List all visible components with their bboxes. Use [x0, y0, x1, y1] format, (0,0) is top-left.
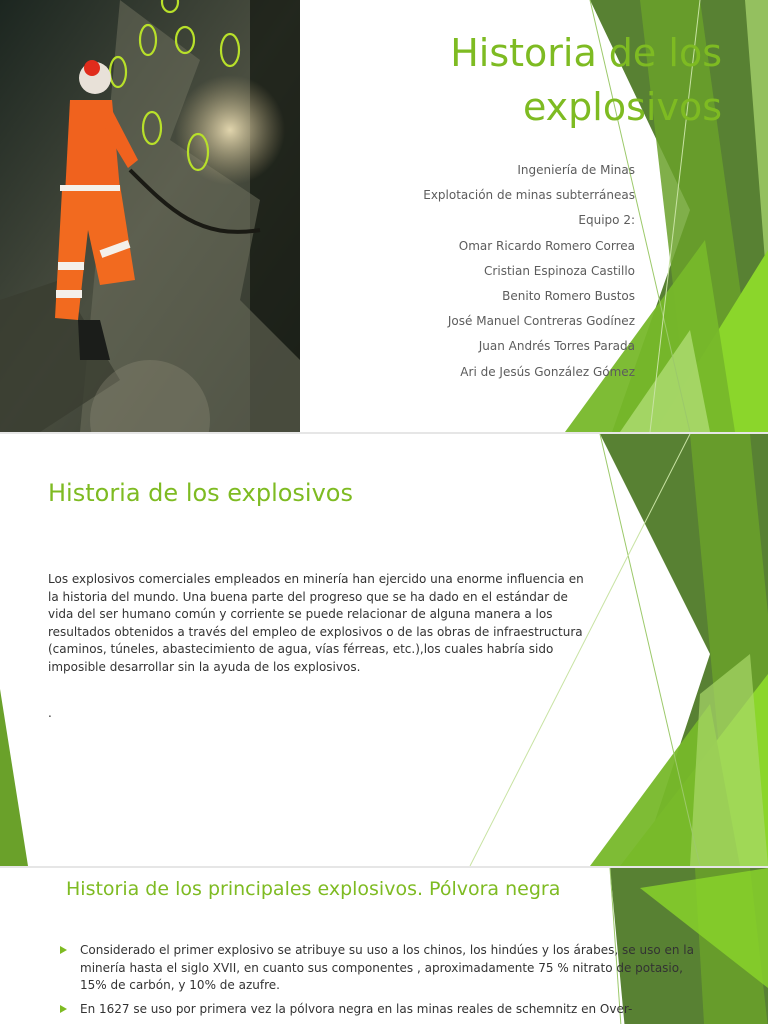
bullet-text: En 1627 se uso por primera vez la pólvora negra en las minas reales de schemnitz en Over- [80, 1001, 633, 1016]
slide-black-powder [0, 868, 768, 1024]
credit-line: Juan Andrés Torres Parada [478, 339, 635, 354]
bullet-item [60, 1001, 710, 1019]
credit-line: Cristian Espinoza Castillo [484, 263, 635, 278]
bullet-arrow-icon [60, 946, 67, 954]
credit-line: Ingeniería de Minas [517, 163, 635, 177]
slide-history [0, 434, 768, 866]
slide-heading: Historia de los principales explosivos. Pólvora negra [66, 878, 561, 900]
bullet-item [60, 942, 710, 995]
credit-line: Explotación de minas subterráneas [423, 188, 635, 203]
credits-list [235, 158, 635, 385]
credit-line: Equipo 2: [578, 213, 635, 228]
bullet-arrow-icon [60, 1005, 67, 1013]
credit-line: Omar Ricardo Romero Correa [458, 238, 635, 253]
trailing-period: . [48, 706, 52, 720]
credit-line: Benito Romero Bustos [502, 288, 635, 303]
presentation-title: Historia de los explosivos [450, 31, 722, 129]
body-paragraph: Los explosivos comerciales empleados en minería han ejercido una enorme influencia en la historia del mundo. Una buena parte del progreso que se ha dado en el estándar de vida del ser humano común y corriente se puede relacionar de alguna manera a los resultados obtenidos a través del empleo de explosivos o de las obras de infraestructura (caminos, túneles, abastecimiento de agua, vías férreas, etc.),los cuales habría sido imposible desarrollar sin la ayuda de los explosivos. [48, 572, 584, 674]
slide-heading: Historia de los explosivos [48, 479, 353, 507]
credit-line: Ari de Jesús González Gómez [460, 364, 635, 379]
bullet-list [60, 942, 710, 1024]
credit-line: José Manuel Contreras Godínez [447, 314, 635, 329]
slide-title [0, 0, 768, 432]
bullet-text: Considerado el primer explosivo se atribuye su uso a los chinos, los hindúes y los árabes, se uso en la minería hasta el siglo XVII, en cuanto sus componentes , aproximadamente 75 % nitrato de potasio, 15% de carbón, y 10% de azufre. [80, 943, 694, 993]
